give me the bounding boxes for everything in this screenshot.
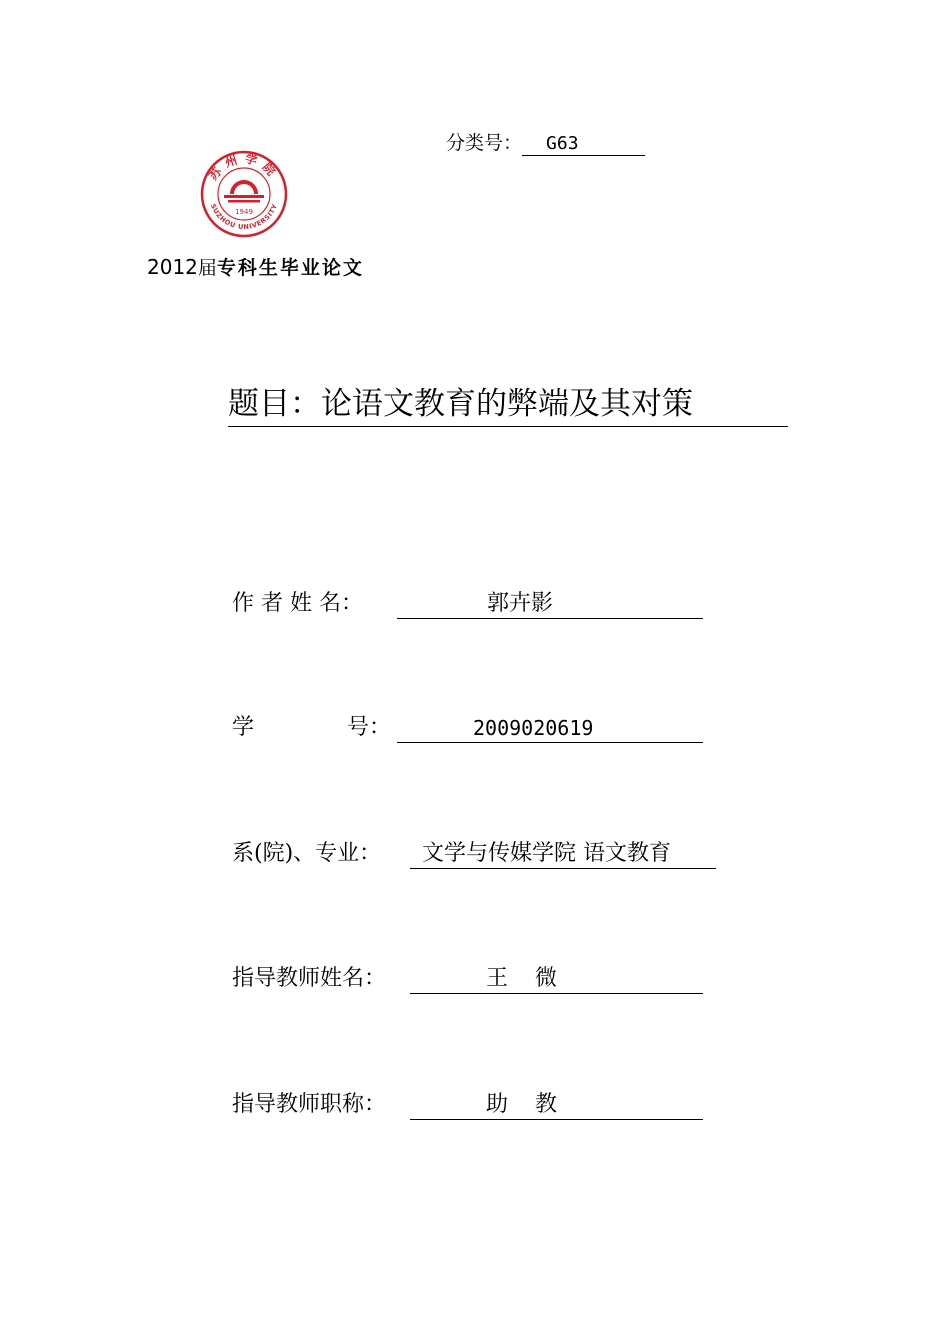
advisor-title-label: 指导教师职称： xyxy=(232,1092,387,1117)
student-id-value: 2009020619 xyxy=(397,713,703,743)
thesis-type-label xyxy=(147,254,364,281)
graduation-year: 2012 xyxy=(147,255,198,279)
department-major-label: 系(院)、专业： xyxy=(232,841,382,866)
thesis-title xyxy=(228,382,788,427)
seal-year: 1949 xyxy=(235,208,253,216)
title-label: 题目： xyxy=(228,386,321,422)
department-major-value: 文学与传媒学院 语文教育 xyxy=(410,839,716,869)
thesis-type: 专科生毕业论文 xyxy=(216,257,364,279)
university-seal-logo xyxy=(200,150,288,238)
title-value: 论语文教育的弊端及其对策 xyxy=(321,386,693,422)
svg-text:苏州学院 xyxy=(205,150,282,183)
graduation-ji: 届 xyxy=(197,257,217,279)
author-name-value: 郭卉影 xyxy=(397,589,703,619)
student-id-label-b: 号： xyxy=(347,715,392,740)
classification-label: 分类号： xyxy=(446,132,523,154)
classification-number xyxy=(446,130,645,156)
classification-value: G63 xyxy=(522,133,645,156)
author-name-label: 作 者 姓 名： xyxy=(232,591,363,616)
advisor-name-label: 指导教师姓名： xyxy=(232,966,387,991)
advisor-name-value: 王 微 xyxy=(410,964,703,994)
advisor-title-value: 助 教 xyxy=(410,1090,703,1120)
student-id-label-a: 学 xyxy=(232,715,255,740)
seal-top-text: 苏州学院 xyxy=(206,151,282,183)
seal-bottom-text: SUZHOU UNIVERSITY xyxy=(208,202,280,232)
